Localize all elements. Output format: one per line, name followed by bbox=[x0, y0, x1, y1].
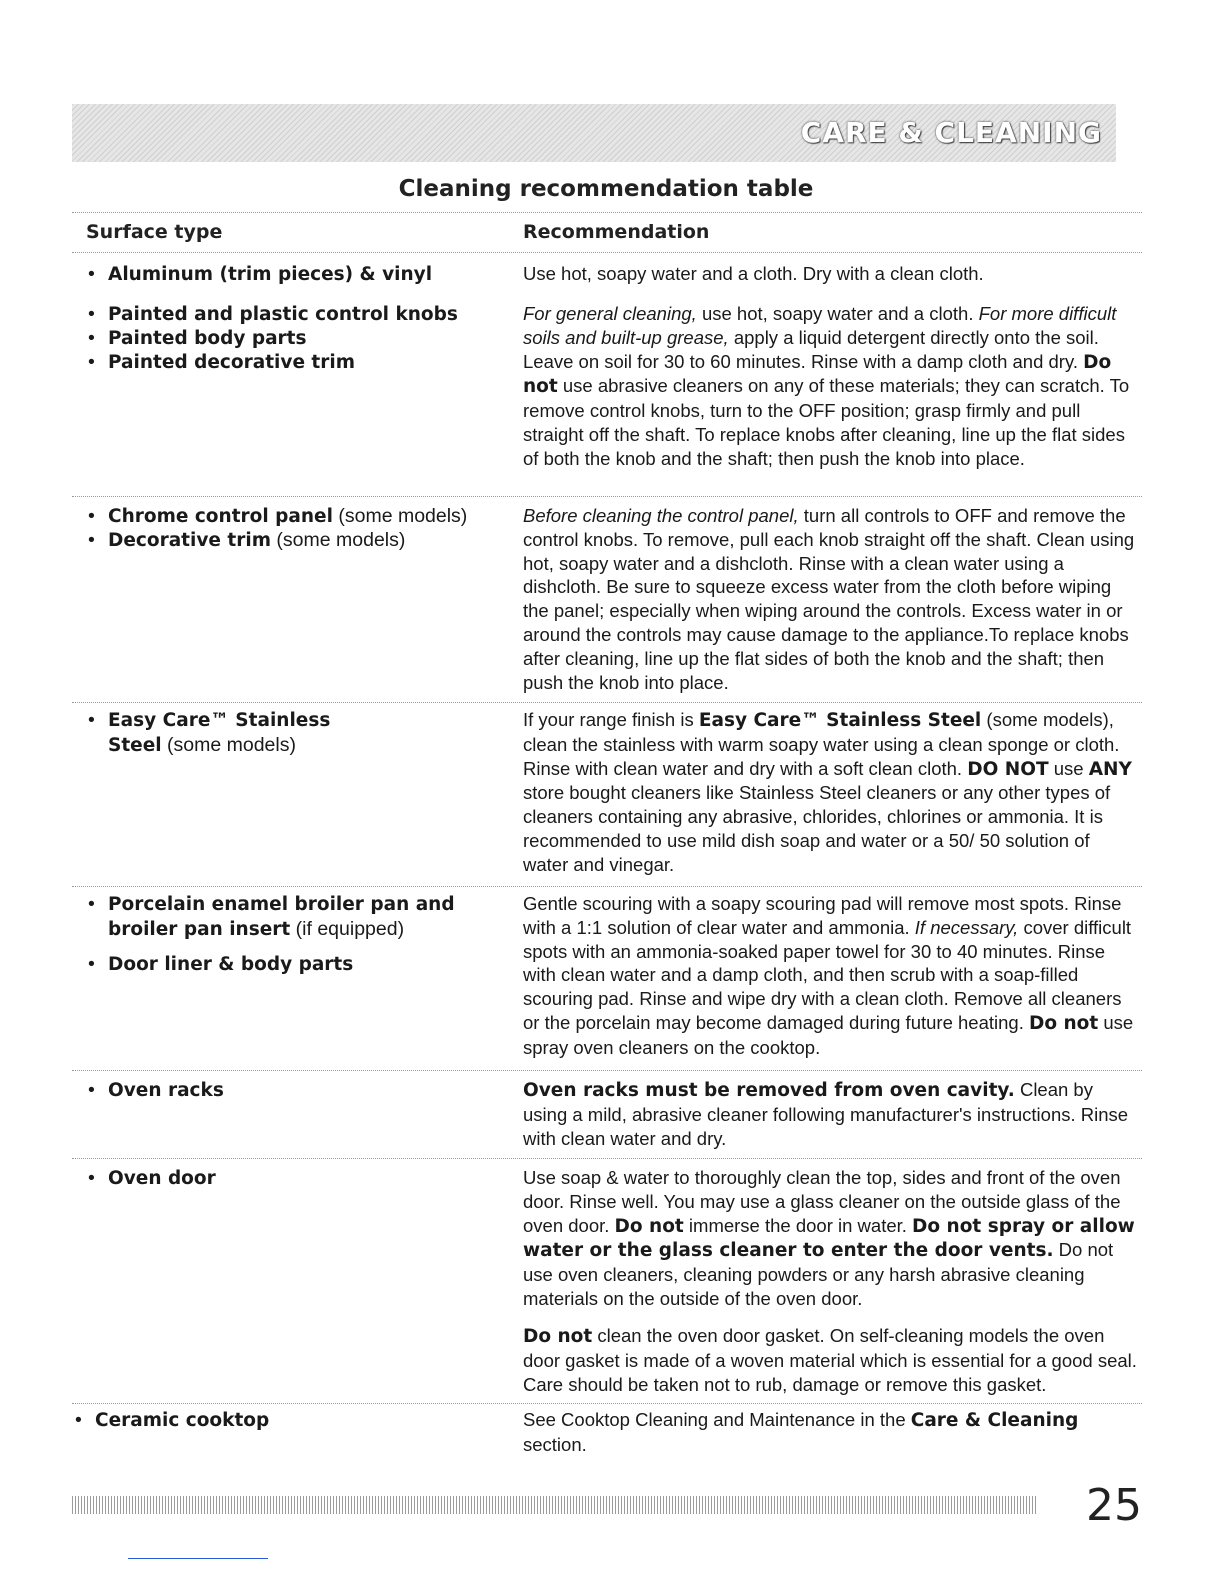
surface-item bbox=[86, 1166, 528, 1191]
emphasis-bold: ANY bbox=[1088, 758, 1132, 780]
surface-note: (some models) bbox=[161, 734, 296, 756]
recommendation-text: Gentle scouring with a soapy scouring pad will remove most spots. Rinse with a 1:1 solution of clear water and ammonia. bbox=[523, 893, 1122, 938]
surface-name: Easy Care™ Stainless bbox=[108, 710, 331, 731]
row-divider bbox=[72, 1070, 1142, 1071]
surface-name: Aluminum (trim pieces) & vinyl bbox=[108, 264, 433, 285]
recommendation-paragraph bbox=[523, 504, 1138, 694]
recommendation-text: use hot, soapy water and a cloth. bbox=[696, 303, 979, 324]
emphasis-italic: For general cleaning, bbox=[523, 303, 697, 324]
emphasis-italic: If necessary, bbox=[914, 916, 1019, 938]
row-divider bbox=[72, 1158, 1142, 1159]
recommendation-text: (some models), clean the stainless with warm soapy water using a clean sponge or cloth. Rinse with clean water and dry with a soft clean cloth. bbox=[523, 709, 1120, 779]
recommendation-text: apply a liquid detergent directly onto the soil. Leave on soil for 30 to 60 minutes. Rinse with a damp cloth and dry. bbox=[523, 326, 1099, 372]
emphasis-bold: Do not bbox=[1028, 1012, 1099, 1034]
emphasis-bold: Do not bbox=[523, 351, 1112, 398]
row-divider bbox=[72, 702, 1142, 703]
surface-item bbox=[86, 326, 528, 351]
recommendation-paragraph bbox=[523, 1078, 1138, 1150]
surface-type-header: Surface type bbox=[86, 221, 223, 243]
recommendation-text: immerse the door in water. bbox=[683, 1214, 913, 1236]
recommendation-text: If your range finish is bbox=[523, 709, 699, 730]
section-banner bbox=[72, 104, 1116, 162]
surface-name: Decorative trim bbox=[108, 530, 272, 551]
recommendation-text: Do not use oven cleaners, cleaning powders or any harsh abrasive cleaning materials on the outside of the oven door. bbox=[523, 1239, 1114, 1309]
footer-bar bbox=[72, 1496, 1038, 1514]
table-title-text: Cleaning recommendation table bbox=[398, 176, 814, 202]
emphasis-italic: Before cleaning the control panel, bbox=[523, 505, 799, 526]
emphasis-bold: DO NOT bbox=[967, 758, 1049, 780]
surface-item bbox=[86, 350, 528, 375]
recommendation-text: turn all controls to OFF and remove the control knobs. To remove, pull each knob straight off the shaft. Clean using hot, soapy water and a dishcloth. Rinse with a clean water using a dishcloth. Be sure to squeeze excess water from the cloth before wiping the panel; especially when wiping around the controls. Excess water in or around the controls may cause damage to the appliance.To replace knobs after cleaning, line up the flat sides of both the knob and the shaft; then push the knob into place. bbox=[523, 505, 1135, 693]
header-rule bbox=[72, 252, 1142, 253]
recommendation-text: Use hot, soapy water and a cloth. Dry with a clean cloth. bbox=[523, 263, 984, 284]
recommendation-text: Clean by using a mild, abrasive cleaner following manufacturer's instructions. Rinse with clean water and dry. bbox=[523, 1079, 1129, 1149]
emphasis-bold: Oven racks must be removed from oven cavity. bbox=[523, 1080, 1015, 1101]
recommendation-paragraph bbox=[523, 1166, 1138, 1311]
surface-name: Painted and plastic control knobs bbox=[108, 304, 458, 325]
surface-name-cont: Steel bbox=[108, 735, 162, 756]
emphasis-bold: Do not spray or allow water or the glass cleaner to enter the door vents. bbox=[523, 1215, 1135, 1262]
recommendation-header: Recommendation bbox=[523, 221, 710, 243]
row-divider bbox=[72, 496, 1142, 497]
surface-item bbox=[86, 528, 528, 553]
row-divider bbox=[72, 886, 1142, 887]
surface-item bbox=[86, 302, 528, 327]
surface-item bbox=[73, 1408, 515, 1433]
recommendation-paragraph bbox=[523, 892, 1138, 1060]
emphasis-italic: For more difficult soils and built-up grease, bbox=[523, 303, 1117, 348]
surface-item bbox=[86, 504, 528, 529]
surface-note: (some models) bbox=[332, 505, 468, 527]
row-divider bbox=[72, 1403, 1142, 1404]
surface-name: Chrome control panel bbox=[108, 506, 333, 527]
surface-note: (if equipped) bbox=[290, 918, 405, 940]
recommendation-paragraph bbox=[523, 708, 1138, 877]
surface-name: Painted body parts bbox=[108, 328, 307, 349]
recommendation-paragraph bbox=[523, 262, 1138, 286]
recommendation-text: See Cooktop Cleaning and Maintenance in the bbox=[523, 1409, 911, 1430]
emphasis-bold: Easy Care™ Stainless Steel bbox=[698, 710, 982, 731]
surface-name: Oven door bbox=[108, 1168, 216, 1189]
recommendation-text: use bbox=[1048, 757, 1089, 779]
surface-item bbox=[86, 708, 528, 758]
footer-underline bbox=[128, 1558, 268, 1559]
section-title: CARE & CLEANING bbox=[800, 116, 1102, 149]
surface-item bbox=[86, 262, 528, 287]
table-title bbox=[0, 176, 1224, 202]
recommendation-paragraph bbox=[523, 1324, 1138, 1396]
recommendation-text: clean the oven door gasket. On self-cleaning models the oven door gasket is made of a woven material which is essential for a good seal. Care should be taken not to rub, damage or remove this gasket. bbox=[523, 1325, 1137, 1395]
recommendation-text: use spray oven cleaners on the cooktop. bbox=[523, 1011, 1134, 1058]
surface-name: Ceramic cooktop bbox=[95, 1410, 270, 1431]
surface-note: (some models) bbox=[271, 529, 406, 551]
recommendation-text: cover difficult spots with an ammonia-soaked paper towel for 30 to 40 minutes. Rinse with clean water and a damp cloth, and then scrub with a soap-filled scouring pad. Rinse and wipe dry with a clean cloth. Remove all cleaners or the porcelain may become damaged during future heating. bbox=[523, 916, 1132, 1033]
recommendation-paragraph bbox=[523, 1408, 1138, 1457]
emphasis-bold: Do not bbox=[523, 1326, 593, 1347]
surface-item bbox=[86, 1078, 528, 1103]
surface-name: Painted decorative trim bbox=[108, 352, 356, 373]
recommendation-text: store bought cleaners like Stainless Steel cleaners or any other types of cleaners containing any abrasive, chlorides, chlorines or ammonia. It is recommended to use mild dish soap and water or a 50/ 50 solution of water and vinegar. bbox=[523, 782, 1111, 875]
surface-name: Door liner & body parts bbox=[108, 954, 354, 975]
recommendation-text: use abrasive cleaners on any of these materials; they can scratch. To remove control knobs, turn to the OFF position; grasp firmly and pull straight off the shaft. To replace knobs after cleaning, line up the flat sides of both the knob and the shaft; then push the knob into place. bbox=[523, 375, 1130, 469]
surface-item bbox=[86, 892, 528, 942]
recommendation-text: Use soap & water to thoroughly clean the top, sides and front of the oven door. Rinse well. You may use a glass cleaner on the outside glass of the oven door. bbox=[523, 1167, 1121, 1236]
table-top-rule bbox=[72, 212, 1142, 213]
recommendation-text: section. bbox=[523, 1433, 587, 1455]
surface-name: Oven racks bbox=[108, 1080, 224, 1101]
surface-name: Porcelain enamel broiler pan and broiler pan insert bbox=[108, 894, 455, 940]
surface-item bbox=[86, 952, 528, 977]
emphasis-bold: Do not bbox=[614, 1215, 684, 1237]
recommendation-paragraph bbox=[523, 302, 1138, 471]
emphasis-bold: Care & Cleaning bbox=[910, 1410, 1079, 1431]
page-number: 25 bbox=[1086, 1480, 1142, 1531]
